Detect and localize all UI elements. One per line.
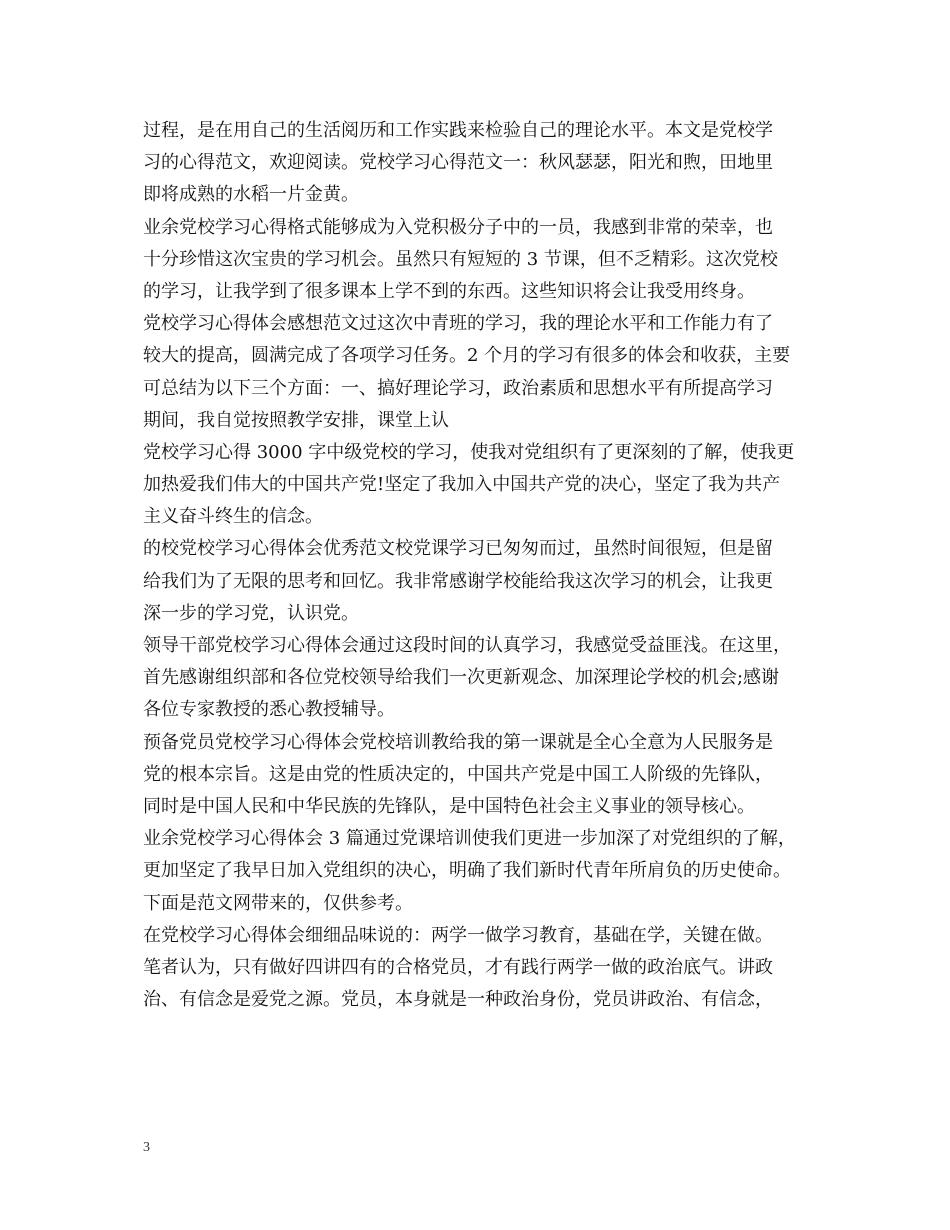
body-text [143,115,825,1016]
text-line: 较大的提高，圆满完成了各项学习任务。2 个月的学习有很多的体会和收获，主要 [143,345,791,367]
text-line: 在党校学习心得体会细细品味说的：两学一做学习教育，基础在学，关键在做。 [143,924,773,946]
text-line: 习的心得范文，欢迎阅读。党校学习心得范文一：秋风瑟瑟，阳光和煦，田地里 [143,152,773,174]
text-line: 首先感谢组织部和各位党校领导给我们一次更新观念、加深理论学校的机会;感谢 [143,667,780,689]
text-line: 笔者认为，只有做好四讲四有的合格党员，才有践行两学一做的政治底气。讲政 [143,956,773,978]
text-line: 加热爱我们伟大的中国共产党!坚定了我加入中国共产党的决心，坚定了我为共产 [143,474,781,496]
text-line: 预备党员党校学习心得体会党校培训教给我的第一课就是全心全意为人民服务是 [143,731,773,753]
text-line: 的校党校学习心得体会优秀范文校党课学习已匆匆而过，虽然时间很短，但是留 [143,538,773,560]
text-line: 十分珍惜这次宝贵的学习机会。虽然只有短短的 3 节课，但不乏精彩。这次党校 [143,248,778,270]
text-line: 给我们为了无限的思考和回忆。我非常感谢学校能给我这次学习的机会，让我更 [143,570,773,592]
text-line: 业余党校学习心得体会 3 篇通过党课培训使我们更进一步加深了对党组织的了解， [143,828,796,850]
text-line: 期间，我自觉按照教学安排，课堂上认 [143,409,449,431]
text-line: 过程，是在用自己的生活阅历和工作实践来检验自己的理论水平。本文是党校学 [143,120,773,141]
text-line: 即将成熟的水稻一片金黄。 [143,184,359,206]
text-line: 领导干部党校学习心得体会通过这段时间的认真学习，我感觉受益匪浅。在这里， [143,635,791,656]
text-line: 可总结为以下三个方面：一、搞好理论学习，政治素质和思想水平有所提高学习 [143,377,773,399]
text-line: 党校学习心得 3000 字中级党校的学习，使我对党组织有了更深刻的了解，使我更 [143,441,795,463]
text-line: 各位专家教授的悉心教授辅导。 [143,699,395,721]
text-line: 党校学习心得体会感想范文过这次中青班的学习，我的理论水平和工作能力有了 [143,313,773,335]
text-line: 党的根本宗旨。这是由党的性质决定的，中国共产党是中国工人阶级的先锋队， [143,763,773,785]
page-number: 3 [143,1140,150,1155]
text-line: 的学习，让我学到了很多课本上学不到的东西。这些知识将会让我受用终身。 [143,280,755,302]
text-line: 深一步的学习党，认识党。 [143,602,359,624]
text-line: 更加坚定了我早日加入党组织的决心，明确了我们新时代青年所肩负的历史使命。 [143,860,791,882]
text-line: 下面是范文网带来的，仅供参考。 [143,892,413,914]
text-line: 业余党校学习心得格式能够成为入党积极分子中的一员，我感到非常的荣幸，也 [143,216,773,238]
text-line: 主义奋斗终生的信念。 [143,506,323,528]
text-line: 同时是中国人民和中华民族的先锋队，是中国特色社会主义事业的领导核心。 [143,795,755,817]
text-line: 治、有信念是爱党之源。党员，本身就是一种政治身份，党员讲政治、有信念， [143,989,773,1011]
